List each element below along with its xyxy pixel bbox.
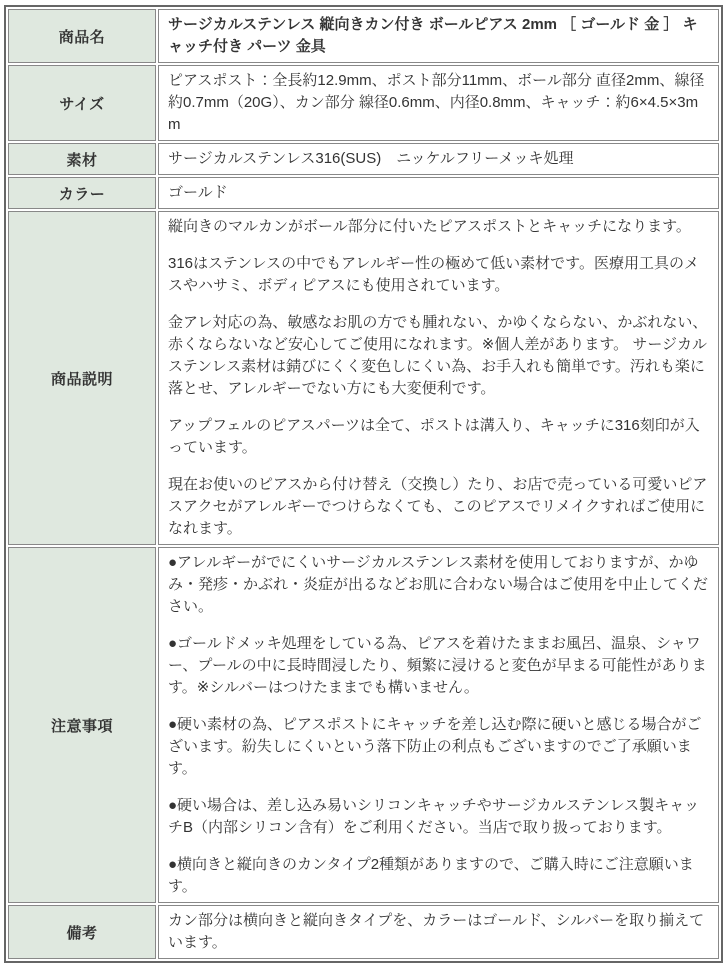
caution-bullet-item: ●ゴールドメッキ処理をしている為、ピアスを着けたままお風呂、温泉、シャワー、プールの中に長時間浸したり、頻繁に浸けると変色が早まる可能性があります。※シルバーはつけたままでも構いません。 [168, 635, 707, 696]
caution-bullet-item: ●硬い素材の為、ピアスポストにキャッチを差し込む際に硬いと感じる場合がございます。紛失しにくいという落下防止の利点もございますのでご了承願います。 [168, 716, 702, 777]
spec-paragraph: ピアスポスト：全長約12.9mm、ポスト部分11mm、ボール部分 直径2mm、線径約0.7mm（20G）、カン部分 線径0.6mm、内径0.8mm、キャッチ：約6×4.5×3mm [168, 72, 705, 133]
row-label-remarks: 備考 [8, 905, 156, 959]
spec-paragraph: アップフェルのピアスパーツは全て、ポストは溝入り、キャッチに316刻印が入っています。 [168, 417, 700, 456]
product-spec-table [4, 5, 723, 963]
caution-bullet-item: ●硬い場合は、差し込み易いシリコンキャッチやサージカルステンレス製キャッチB（内部シリコン含有）をご利用ください。当店で取り扱っております。 [168, 797, 700, 836]
table-row-product-name [8, 9, 719, 63]
row-value-color [158, 177, 719, 209]
row-label-description: 商品説明 [8, 211, 156, 545]
spec-paragraph: カン部分は横向きと縦向きタイプを、カラーはゴールド、シルバーを取り揃えています。 [168, 912, 705, 951]
spec-paragraph: 現在お使いのピアスから付け替え（交換し）たり、お店で売っている可愛いピアスアクセがアレルギーでつけらなくても、このピアスでリメイクすればご使用になれます。 [168, 476, 708, 537]
spec-paragraph: サージカルステンレス316(SUS) ニッケルフリーメッキ処理 [168, 150, 574, 167]
spec-paragraph: 316はステンレスの中でもアレルギー性の極めて低い素材です。医療用工具のメスやハサミ、ボディピアスにも使用されています。 [168, 255, 699, 294]
row-value-remarks [158, 905, 719, 959]
table-row-size [8, 65, 719, 141]
table-row-remarks [8, 905, 719, 959]
spec-paragraph: ゴールド [168, 184, 228, 201]
row-label-size: サイズ [8, 65, 156, 141]
row-value-size [158, 65, 719, 141]
caution-bullet-item: ●アレルギーがでにくいサージカルステンレス素材を使用しておりますが、かゆみ・発疹・かぶれ・炎症が出るなどお肌に合わない場合はご使用を中止してください。 [168, 554, 709, 615]
table-row-color [8, 177, 719, 209]
spec-paragraph: サージカルステンレス 縦向きカン付き ボールピアス 2mm ［ ゴールド 金 ］ キャッチ付き パーツ 金具 [168, 16, 698, 55]
row-label-cautions: 注意事項 [8, 547, 156, 903]
row-value-product-name [158, 9, 719, 63]
row-label-material: 素材 [8, 143, 156, 175]
row-label-product-name: 商品名 [8, 9, 156, 63]
spec-paragraph: 縦向きのマルカンがボール部分に付いたピアスポストとキャッチになります。 [168, 218, 691, 235]
row-value-description [158, 211, 719, 545]
table-row-material [8, 143, 719, 175]
caution-bullet-item: ●横向きと縦向きのカンタイプ2種類がありますので、ご購入時にご注意願います。 [168, 856, 694, 895]
table-row-description [8, 211, 719, 545]
row-label-color: カラー [8, 177, 156, 209]
row-value-cautions [158, 547, 719, 903]
spec-paragraph: 金アレ対応の為、敏感なお肌の方でも腫れない、かゆくならない、かぶれない、赤くならないなど安心してご使用になれます。※個人差があります。 サージカルステンレス素材は錆びにくく変色しにくい為、お手入れも簡単です。汚れも楽に落とせ、アレルギーでない方にも大変便利です。 [168, 314, 708, 397]
table-row-cautions [8, 547, 719, 903]
row-value-material [158, 143, 719, 175]
